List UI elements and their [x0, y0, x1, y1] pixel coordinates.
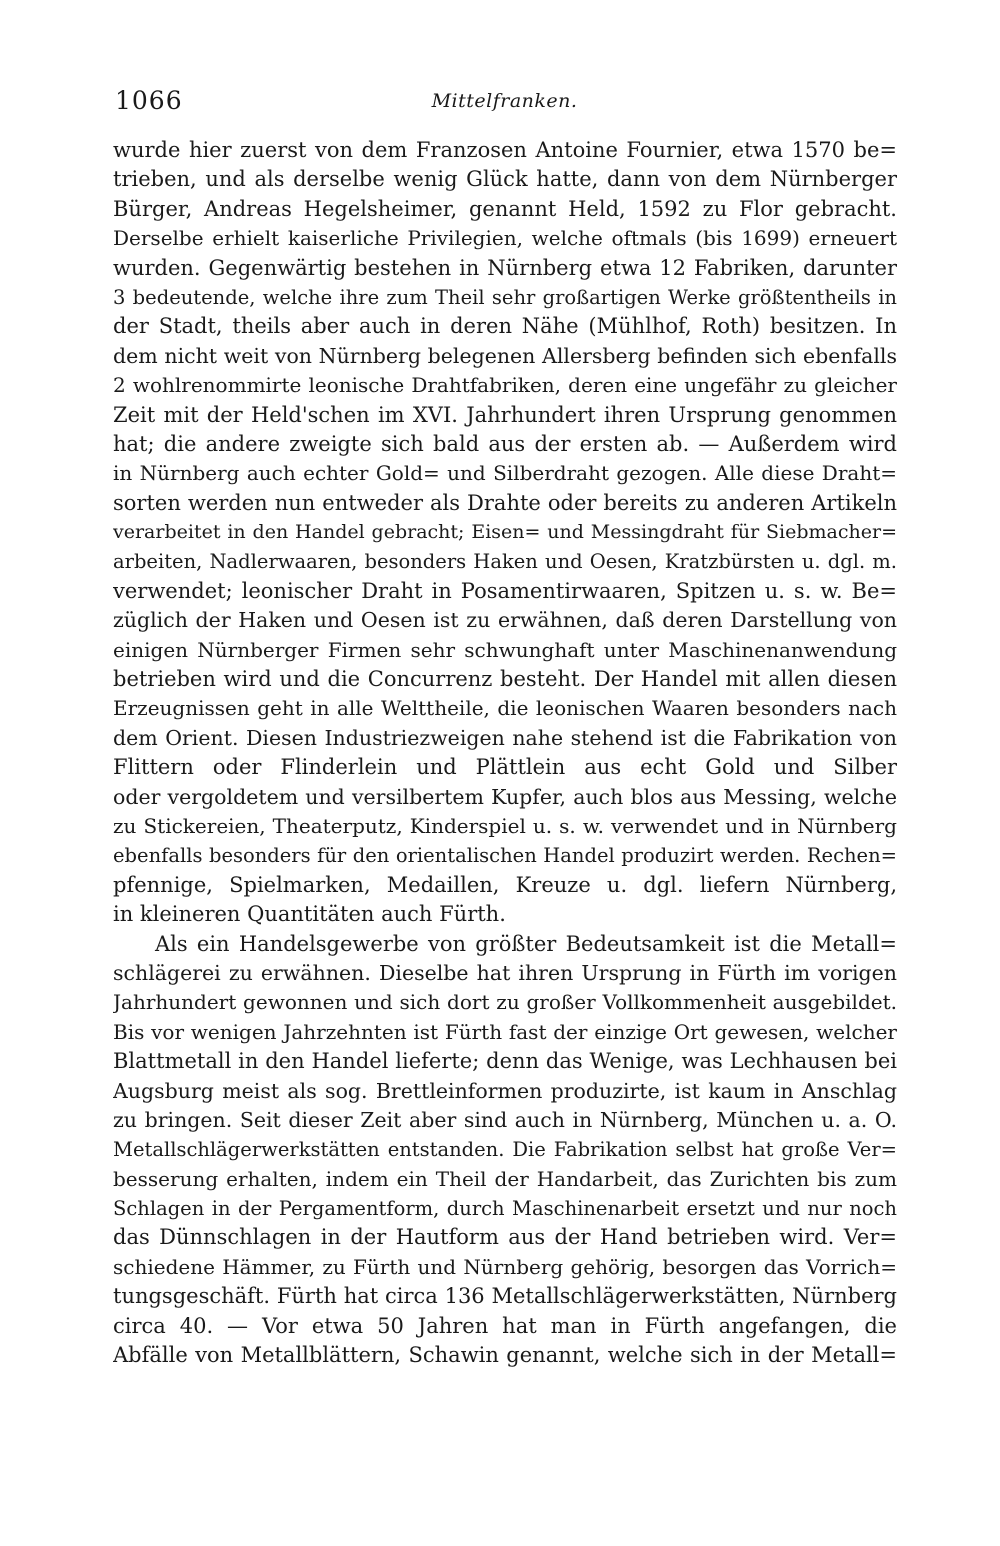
text-line: hat; die andere zweigte sich bald aus der ersten ab. — Außerdem wird [113, 431, 897, 456]
text-line: circa 40. — Vor etwa 50 Jahren hat man in Fürth angefangen, die [113, 1313, 897, 1338]
text-line: tungsgeschäft. Fürth hat circa 136 Metallschlägerwerkstätten, Nürnberg [113, 1284, 897, 1309]
text-line: oder vergoldetem und versilbertem Kupfer, auch blos aus Messing, welche [113, 784, 897, 809]
text-line: schlägerei zu erwähnen. Dieselbe hat ihren Ursprung in Fürth im vorigen [113, 960, 897, 985]
text-line: Als ein Handelsgewerbe von größter Bedeutsamkeit ist die Metall= [155, 931, 897, 956]
text-line: Augsburg meist als sog. Brettleinformen produzirte, ist kaum in Anschlag [113, 1078, 897, 1103]
text-line: der Stadt, theils aber auch in deren Nähe (Mühlhof, Roth) besitzen. In [113, 314, 897, 339]
text-line: Bis vor wenigen Jahrzehnten ist Fürth fast der einzige Ort gewesen, welcher [113, 1019, 897, 1044]
text-line: in kleineren Quantitäten auch Fürth. [113, 902, 506, 927]
text-line: Erzeugnissen geht in alle Welttheile, die leonischen Waaren besonders nach [113, 696, 897, 721]
text-line: Metallschlägerwerkstätten entstanden. Die Fabrikation selbst hat große Ver= [113, 1138, 897, 1162]
paragraph [113, 136, 897, 930]
text-line: Derselbe erhielt kaiserliche Privilegien, welche oftmals (bis 1699) erneuert [113, 226, 897, 251]
text-line: Flittern oder Flinderlein und Plättlein aus echt Gold und Silber [113, 755, 897, 780]
running-head: Mittelfranken. [431, 90, 578, 112]
text-line: zu Stickereien, Theaterputz, Kinderspiel u. s. w. verwendet und in Nürnberg [113, 813, 897, 838]
text-line: verwendet; leonischer Draht in Posamentirwaaren, Spitzen u. s. w. Be= [113, 578, 897, 603]
page-header [115, 86, 894, 126]
text-line: dem nicht weit von Nürnberg belegenen Allersberg befinden sich ebenfalls [113, 343, 897, 368]
text-line: wurden. Gegenwärtig bestehen in Nürnberg etwa 12 Fabriken, darunter [113, 255, 897, 280]
text-line: züglich der Haken und Oesen ist zu erwähnen, daß deren Darstellung von [113, 608, 897, 633]
text-line: Zeit mit der Held'schen im XVI. Jahrhundert ihren Ursprung genommen [113, 402, 897, 427]
body-text [113, 136, 897, 1370]
text-line: Schlagen in der Pergamentform, durch Maschinenarbeit ersetzt und nur noch [113, 1197, 897, 1221]
text-line: schiedene Hämmer, zu Fürth und Nürnberg gehörig, besorgen das Vorrich= [113, 1254, 897, 1279]
text-line: sorten werden nun entweder als Drahte oder bereits zu anderen Artikeln [113, 490, 897, 515]
text-line: Abfälle von Metallblättern, Schawin genannt, welche sich in der Metall= [113, 1343, 897, 1368]
text-line: zu bringen. Seit dieser Zeit aber sind auch in Nürnberg, München u. a. O. [113, 1107, 897, 1132]
text-line: verarbeitet in den Handel gebracht; Eisen= und Messingdraht für Siebmacher= [113, 521, 897, 544]
text-line: Blattmetall in den Handel lieferte; denn das Wenige, was Lechhausen bei [113, 1049, 897, 1074]
text-line: Jahrhundert gewonnen und sich dort zu großer Vollkommenheit ausgebildet. [113, 990, 897, 1015]
text-line: das Dünnschlagen in der Hautform aus der Hand betrieben wird. Ver= [113, 1225, 897, 1250]
text-line: einigen Nürnberger Firmen sehr schwunghaft unter Maschinenanwendung [113, 637, 897, 662]
text-line: besserung erhalten, indem ein Theil der Handarbeit, das Zurichten bis zum [113, 1166, 897, 1191]
page-number: 1066 [115, 86, 183, 115]
text-line: betrieben wird und die Concurrenz besteht. Der Handel mit allen diesen [113, 667, 897, 692]
paragraph [113, 930, 897, 1371]
text-line: wurde hier zuerst von dem Franzosen Antoine Fournier, etwa 1570 be= [113, 138, 897, 162]
text-line: dem Orient. Diesen Industriezweigen nahe stehend ist die Fabrikation von [113, 725, 897, 750]
text-line: 2 wohlrenommirte leonische Drahtfabriken, deren eine ungefähr zu gleicher [113, 373, 897, 398]
text-line: pfennige, Spielmarken, Medaillen, Kreuze u. dgl. liefern Nürnberg, [113, 872, 897, 897]
text-line: arbeiten, Nadlerwaaren, besonders Haken und Oesen, Kratzbürsten u. dgl. m. [113, 550, 897, 574]
text-line: Bürger, Andreas Hegelsheimer, genannt Held, 1592 zu Flor gebracht. [113, 196, 897, 221]
text-line: in Nürnberg auch echter Gold= und Silberdraht gezogen. Alle diese Draht= [113, 461, 897, 486]
text-line: 3 bedeutende, welche ihre zum Theil sehr großartigen Werke größtentheils in [113, 285, 897, 309]
text-line: trieben, und als derselbe wenig Glück hatte, dann von dem Nürnberger [113, 167, 897, 192]
text-line: ebenfalls besonders für den orientalischen Handel produzirt werden. Rechen= [113, 844, 897, 868]
